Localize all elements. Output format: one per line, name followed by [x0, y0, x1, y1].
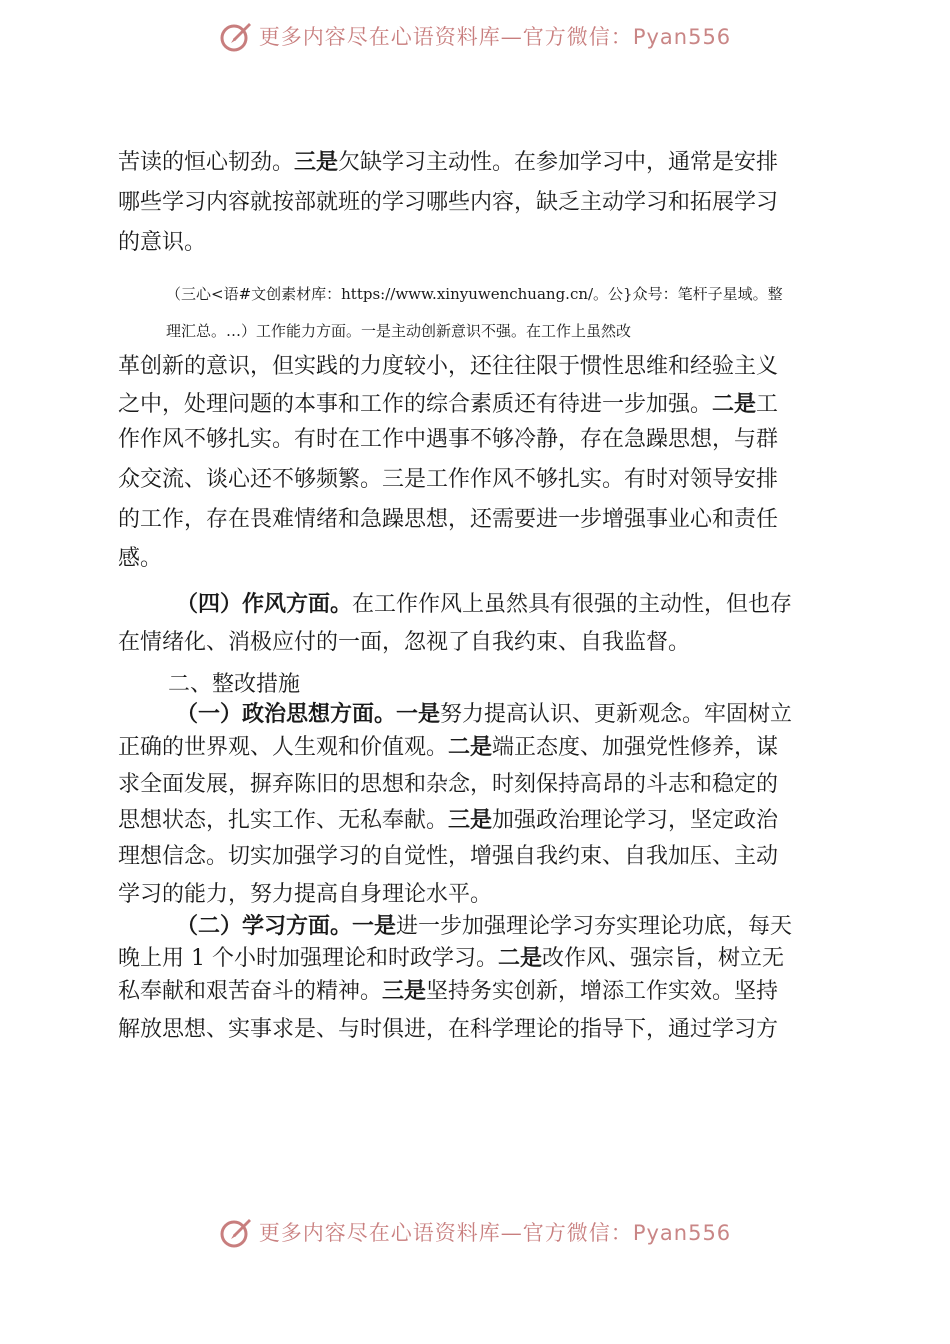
paragraph-line: 解放思想、实事求是、与时俱进，在科学理论的指导下，通过学习方 [118, 1017, 779, 1042]
bold-run: （四）作风方面。 [176, 592, 353, 617]
bold-run: 二是 [448, 735, 493, 760]
banner-text-cn: 更多内容尽在心语资料库—官方微信： [258, 1221, 633, 1245]
paragraph-line: 众交流、谈心还不够频繁。三是工作作风不够扎实。有时对领导安排 [118, 467, 779, 492]
text-run: 晚上用 1 个小时加强理论和时政学习。 [118, 946, 498, 971]
text-run: 私奉献和艰苦奋斗的精神。 [118, 979, 383, 1004]
bold-run: 三是 [382, 979, 427, 1004]
bold-run: 二是 [498, 946, 543, 971]
paragraph-line: 理想信念。切实加强学习的自觉性，增强自我约束、自我加压、主动 [118, 844, 779, 869]
paragraph-line [176, 912, 792, 942]
paragraph-line [118, 977, 778, 1007]
paragraph-line [118, 806, 778, 836]
text-run: 正确的世界观、人生观和价值观。 [118, 735, 449, 760]
text-run: 工 [756, 392, 779, 417]
text-run: 之中，处理问题的本事和工作的综合素质还有待进一步加强。 [118, 392, 713, 417]
text-run: 思想状态，扎实工作、无私奉献。 [118, 808, 449, 833]
bold-run: 一是 [352, 914, 397, 939]
pen-nib-logo-icon [219, 1215, 253, 1249]
bold-run: （二）学习方面。 [176, 914, 353, 939]
paragraph-line: 学习的能力，努力提高自身理论水平。 [118, 882, 493, 907]
paragraph-line [176, 700, 792, 730]
text-run: 努力提高认识、更新观念。牢固树立 [440, 702, 793, 727]
paragraph-line: 的工作，存在畏难情绪和急躁思想，还需要进一步增强事业心和责任 [118, 507, 779, 532]
header-watermark-banner [0, 14, 950, 58]
text-run: 欠缺学习主动性。在参加学习中，通常是安排 [338, 150, 779, 175]
section-heading-line [176, 590, 792, 620]
paragraph-line: 在情绪化、消极应付的一面，忽视了自我约束、自我监督。 [118, 630, 691, 655]
footer-watermark-banner [0, 1210, 950, 1254]
paragraph-line: 革创新的意识，但实践的力度较小，还往往限于惯性思维和经验主义 [118, 354, 779, 379]
banner-text-cn: 更多内容尽在心语资料库—官方微信： [258, 25, 633, 49]
text-run: 坚持务实创新，增添工作实效。坚持 [426, 979, 779, 1004]
bold-run: （一）政治思想方面。 [176, 702, 397, 727]
paragraph-line [118, 944, 784, 974]
text-run: 在工作作风上虽然具有很强的主动性，但也存 [352, 592, 793, 617]
banner-text [259, 1217, 731, 1247]
paragraph-line [118, 148, 778, 178]
paragraph-line [118, 733, 778, 763]
text-run: 苦读的恒心韧劲。 [118, 150, 295, 175]
text-run: 改作风、强宗旨，树立无 [542, 946, 785, 971]
text-run: 端正态度、加强党性修养，谋 [492, 735, 779, 760]
bold-run: 三是 [448, 808, 493, 833]
text-run: 加强政治理论学习，坚定政治 [492, 808, 779, 833]
paragraph-line: 求全面发展，摒弃陈旧的思想和杂念，时刻保持高昂的斗志和稳定的 [118, 772, 779, 797]
text-run: 进一步加强理论学习夯实理论功底，每天 [396, 914, 793, 939]
section-title: 二、整改措施 [168, 672, 301, 697]
paragraph-line: 感。 [118, 546, 163, 571]
banner-wechat-id: Pyan556 [632, 1221, 732, 1245]
banner-wechat-id: Pyan556 [632, 25, 732, 49]
source-note-line: 理汇总。…）工作能力方面。一是主动创新意识不强。在工作上虽然改 [166, 322, 632, 340]
paragraph-line: 作作风不够扎实。有时在工作中遇事不够冷静，存在急躁思想，与群 [118, 427, 779, 452]
paragraph-line: 的意识。 [118, 230, 207, 255]
bold-run: 一是 [396, 702, 441, 727]
pen-nib-logo-icon [219, 19, 253, 53]
source-note-line: （三心<语#文创素材库：https://www.xinyuwenchuang.cn/。公}众号：笔杆子星域。整 [166, 285, 783, 303]
banner-text [259, 21, 731, 51]
bold-run: 二是 [712, 392, 757, 417]
bold-run: 三是 [294, 150, 339, 175]
paragraph-line [118, 390, 778, 420]
paragraph-line: 哪些学习内容就按部就班的学习哪些内容，缺乏主动学习和拓展学习 [118, 190, 779, 215]
